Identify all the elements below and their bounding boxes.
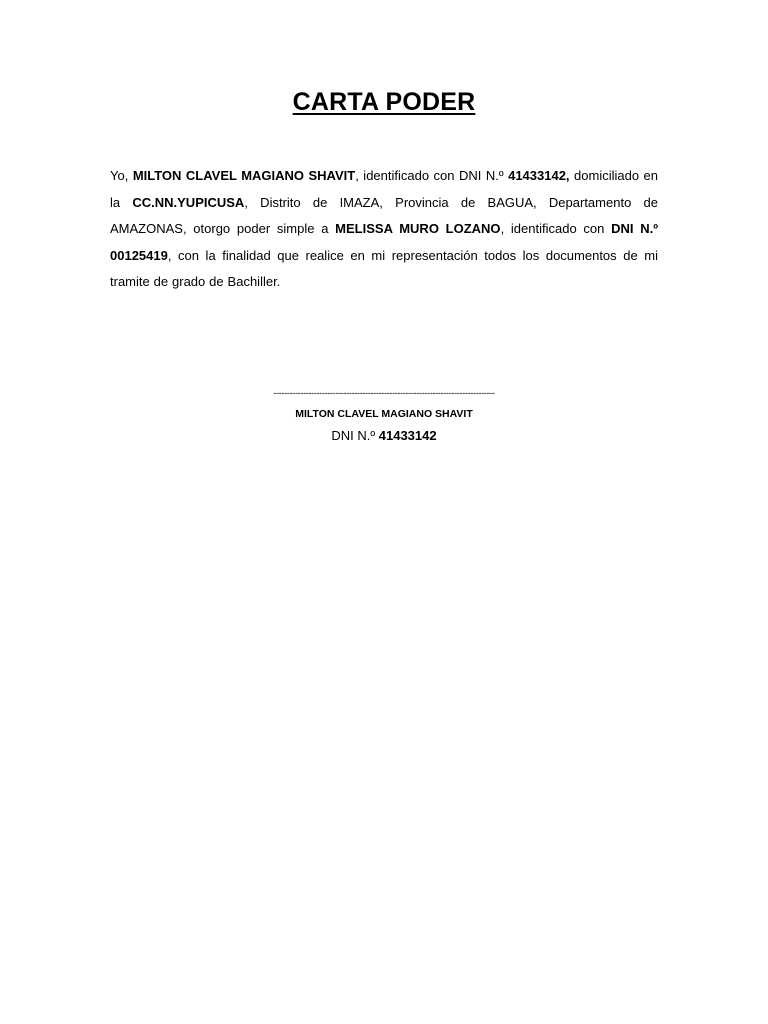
- body-text-segment: , identificado con DNI N.º: [355, 168, 509, 183]
- signature-dni-label: DNI N.º: [331, 428, 379, 443]
- body-text-segment: , con la finalidad que realice en mi representación todos los documentos de mi tramite de grado de Bachiller.: [110, 247, 658, 289]
- body-text-segment: domiciliado en la: [110, 168, 658, 210]
- body-text-segment: , Distrito de IMAZA, Provincia de BAGUA, Departamento de AMAZONAS, otorgo poder simple a: [110, 194, 658, 236]
- signature-dni-number: 41433142: [378, 428, 437, 443]
- community-name: CC.NN.YUPICUSA: [132, 194, 245, 210]
- document-body: [110, 163, 658, 296]
- signature-line: ----------------------------------------------------------------------------------: [273, 388, 495, 398]
- grantor-name: MILTON CLAVEL MAGIANO SHAVIT: [132, 168, 356, 183]
- grantee-dni: DNI N.º 00125419: [110, 221, 658, 263]
- body-text-segment: , identificado con: [500, 221, 612, 236]
- grantee-name: MELISSA MURO LOZANO: [335, 221, 501, 236]
- signature-name: MILTON CLAVEL MAGIANO SHAVIT: [295, 408, 473, 420]
- document-title: CARTA PODER: [292, 88, 476, 116]
- body-text-segment: Yo,: [110, 168, 133, 183]
- grantor-dni: 41433142,: [508, 168, 570, 183]
- signature-dni: [0, 428, 768, 443]
